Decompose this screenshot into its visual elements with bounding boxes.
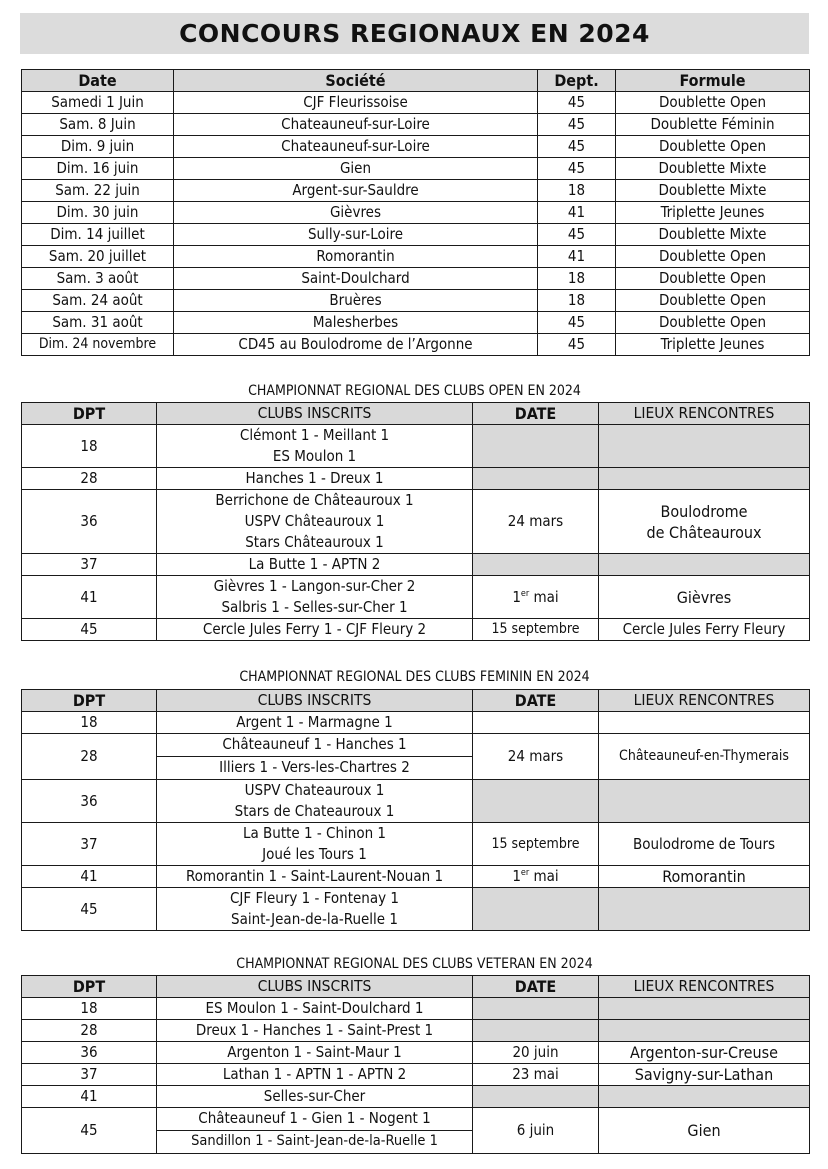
table-header-row: [22, 976, 810, 998]
col-date-header: DATE: [473, 403, 599, 425]
cell-date: Sam. 8 Juin: [22, 114, 174, 136]
cell-dpt: 36: [22, 1042, 157, 1064]
col-societe-header: Société: [174, 70, 538, 92]
club-line: Châteauneuf 1 - Gien 1 - Nogent 1: [157, 1108, 472, 1131]
cell-dpt: 45: [22, 888, 157, 931]
cell-date: 23 mai: [473, 1064, 599, 1086]
table-row: [22, 554, 810, 576]
cell-date: [473, 888, 599, 931]
col-dpt-header: DPT: [22, 690, 157, 712]
cell-dept: 18: [538, 268, 616, 290]
cell-lieu: [599, 712, 810, 734]
cell-date: Dim. 9 juin: [22, 136, 174, 158]
cell-date: 24 mars: [473, 734, 599, 780]
feminin-section-title: CHAMPIONNAT REGIONAL DES CLUBS FEMININ EN 2024: [239, 669, 590, 685]
table-row: [22, 823, 810, 866]
cell-date: 1er mai: [473, 866, 599, 888]
cell-lieu: [599, 554, 810, 576]
table-row: [22, 246, 810, 268]
club-line: Châteauneuf 1 - Hanches 1: [157, 734, 472, 757]
table-row: [22, 998, 810, 1020]
cell-formule: Doublette Open: [616, 268, 810, 290]
cell-date: Sam. 3 août: [22, 268, 174, 290]
cell-date: Dim. 16 juin: [22, 158, 174, 180]
col-dpt-header: DPT: [22, 976, 157, 998]
club-line: Salbris 1 - Selles-sur-Cher 1: [221, 598, 408, 616]
cell-dept: 45: [538, 158, 616, 180]
cell-dpt: 18: [22, 425, 157, 468]
cell-date: [473, 998, 599, 1020]
cell-lieu: [599, 888, 810, 931]
cell-dpt: 45: [22, 1108, 157, 1154]
table-row: [22, 268, 810, 290]
cell-societe: Sully-sur-Loire: [174, 224, 538, 246]
cell-lieu: Argenton-sur-Creuse: [599, 1042, 810, 1064]
cell-date: Sam. 24 août: [22, 290, 174, 312]
cell-lieu: [599, 780, 810, 823]
cell-dept: 45: [538, 136, 616, 158]
table-row: [22, 1108, 810, 1154]
cell-dept: 41: [538, 202, 616, 224]
table-row: [22, 136, 810, 158]
table-row: [22, 1086, 810, 1108]
table-row: [22, 866, 810, 888]
cell-date: [473, 712, 599, 734]
cell-date: [473, 1020, 599, 1042]
club-line: CJF Fleury 1 - Fontenay 1: [230, 889, 399, 907]
cell-date: Dim. 24 novembre: [22, 334, 174, 356]
table-row: [22, 780, 810, 823]
cell-dept: 18: [538, 290, 616, 312]
club-line: La Butte 1 - Chinon 1: [242, 824, 387, 842]
cell-clubs: [157, 1108, 473, 1154]
table-row: [22, 712, 810, 734]
col-date-header: DATE: [473, 690, 599, 712]
veteran-section-title: CHAMPIONNAT REGIONAL DES CLUBS VETERAN EN 2024: [236, 956, 593, 972]
cell-lieu: [599, 468, 810, 490]
cell-date: 15 septembre: [473, 619, 599, 641]
cell-clubs: ES Moulon 1 - Saint-Doulchard 1: [157, 998, 473, 1020]
concours-table: [21, 69, 810, 356]
cell-date: Sam. 22 juin: [22, 180, 174, 202]
cell-date: Samedi 1 Juin: [22, 92, 174, 114]
cell-date: [473, 780, 599, 823]
cell-clubs: Cercle Jules Ferry 1 - CJF Fleury 2: [157, 619, 473, 641]
club-line: Stars Châteauroux 1: [245, 533, 384, 551]
cell-date: 1er mai: [473, 576, 599, 619]
cell-lieu: Châteauneuf-en-Thymerais: [599, 734, 810, 780]
cell-clubs: Argent 1 - Marmagne 1: [157, 712, 473, 734]
cell-dept: 45: [538, 114, 616, 136]
cell-societe: Gièvres: [174, 202, 538, 224]
cell-clubs: [157, 734, 473, 780]
col-clubs-header: CLUBS INSCRITS: [157, 403, 473, 425]
table-row: [22, 619, 810, 641]
cell-lieu: [599, 1020, 810, 1042]
feminin-table: [21, 689, 810, 931]
cell-lieu: [599, 998, 810, 1020]
table-row: [22, 425, 810, 468]
cell-dpt: 28: [22, 734, 157, 780]
table-row: [22, 290, 810, 312]
cell-dpt: 41: [22, 866, 157, 888]
cell-clubs: [157, 823, 473, 866]
cell-clubs: [157, 425, 473, 468]
table-header-row: [22, 403, 810, 425]
cell-formule: Doublette Mixte: [616, 224, 810, 246]
cell-dpt: 36: [22, 780, 157, 823]
cell-dpt: 18: [22, 712, 157, 734]
cell-date: Dim. 14 juillet: [22, 224, 174, 246]
table-row: [22, 334, 810, 356]
cell-date: [473, 425, 599, 468]
club-line: Stars de Chateauroux 1: [234, 802, 395, 820]
cell-clubs: [157, 490, 473, 554]
table-row: [22, 1042, 810, 1064]
table-row: [22, 202, 810, 224]
cell-clubs: Dreux 1 - Hanches 1 - Saint-Prest 1: [157, 1020, 473, 1042]
cell-date: Sam. 31 août: [22, 312, 174, 334]
cell-dpt: 37: [22, 554, 157, 576]
cell-lieu: Boulodrome de Tours: [599, 823, 810, 866]
cell-formule: Doublette Féminin: [616, 114, 810, 136]
club-line: ES Moulon 1: [272, 447, 357, 465]
cell-dpt: 45: [22, 619, 157, 641]
cell-dpt: 28: [22, 1020, 157, 1042]
table-row: [22, 734, 810, 780]
cell-dept: 45: [538, 92, 616, 114]
club-line: Saint-Jean-de-la-Ruelle 1: [231, 910, 398, 928]
cell-date: Sam. 20 juillet: [22, 246, 174, 268]
cell-formule: Triplette Jeunes: [616, 202, 810, 224]
page-title: [20, 13, 809, 54]
club-line: Sandillon 1 - Saint-Jean-de-la-Ruelle 1: [191, 1133, 438, 1149]
cell-clubs: [157, 576, 473, 619]
table-header-row: [22, 690, 810, 712]
table-row: [22, 312, 810, 334]
cell-dpt: 37: [22, 1064, 157, 1086]
table-row: [22, 92, 810, 114]
cell-societe: CD45 au Boulodrome de l’Argonne: [174, 334, 538, 356]
cell-lieu: Romorantin: [599, 866, 810, 888]
col-date-header: DATE: [473, 976, 599, 998]
cell-dept: 45: [538, 334, 616, 356]
table-row: [22, 224, 810, 246]
cell-dpt: 28: [22, 468, 157, 490]
col-lieux-header: LIEUX RENCONTRES: [599, 976, 810, 998]
cell-dept: 45: [538, 312, 616, 334]
cell-clubs: Lathan 1 - APTN 1 - APTN 2: [157, 1064, 473, 1086]
lieu-line: de Châteauroux: [646, 522, 762, 542]
cell-date: [473, 468, 599, 490]
cell-lieu: Gien: [599, 1108, 810, 1154]
lieu-line: Boulodrome: [660, 501, 748, 521]
club-line: Berrichone de Châteauroux 1: [215, 491, 414, 509]
cell-date: [473, 1086, 599, 1108]
club-line: USPV Châteauroux 1: [244, 512, 385, 530]
table-row: [22, 1020, 810, 1042]
cell-date: Dim. 30 juin: [22, 202, 174, 224]
cell-dept: 18: [538, 180, 616, 202]
cell-date: 20 juin: [473, 1042, 599, 1064]
cell-societe: CJF Fleurissoise: [174, 92, 538, 114]
cell-clubs: [157, 780, 473, 823]
club-line: Gièvres 1 - Langon-sur-Cher 2: [213, 577, 416, 595]
cell-lieu: Savigny-sur-Lathan: [599, 1064, 810, 1086]
page-title-text: CONCOURS REGIONAUX EN 2024: [179, 19, 650, 48]
col-lieux-header: LIEUX RENCONTRES: [599, 690, 810, 712]
club-line: Joué les Tours 1: [262, 845, 367, 863]
cell-formule: Triplette Jeunes: [616, 334, 810, 356]
cell-lieu: Gièvres: [599, 576, 810, 619]
cell-clubs: Selles-sur-Cher: [157, 1086, 473, 1108]
cell-clubs: La Butte 1 - APTN 2: [157, 554, 473, 576]
cell-formule: Doublette Open: [616, 246, 810, 268]
cell-formule: Doublette Open: [616, 290, 810, 312]
table-row: [22, 468, 810, 490]
cell-dpt: 41: [22, 1086, 157, 1108]
cell-societe: Chateauneuf-sur-Loire: [174, 114, 538, 136]
col-date-header: Date: [22, 70, 174, 92]
cell-dept: 45: [538, 224, 616, 246]
cell-lieu: [599, 425, 810, 468]
table-row: [22, 114, 810, 136]
cell-societe: Argent-sur-Sauldre: [174, 180, 538, 202]
cell-lieu: Cercle Jules Ferry Fleury: [599, 619, 810, 641]
cell-dpt: 41: [22, 576, 157, 619]
table-header-row: [22, 70, 810, 92]
open-section-title: CHAMPIONNAT REGIONAL DES CLUBS OPEN EN 2024: [248, 383, 581, 399]
cell-dpt: 36: [22, 490, 157, 554]
club-line: Clémont 1 - Meillant 1: [239, 426, 390, 444]
cell-societe: Gien: [174, 158, 538, 180]
cell-formule: Doublette Mixte: [616, 180, 810, 202]
cell-formule: Doublette Open: [616, 312, 810, 334]
cell-formule: Doublette Mixte: [616, 158, 810, 180]
cell-societe: Malesherbes: [174, 312, 538, 334]
cell-dept: 41: [538, 246, 616, 268]
table-row: [22, 490, 810, 554]
cell-formule: Doublette Open: [616, 136, 810, 158]
col-lieux-header: LIEUX RENCONTRES: [599, 403, 810, 425]
col-clubs-header: CLUBS INSCRITS: [157, 690, 473, 712]
cell-dpt: 18: [22, 998, 157, 1020]
table-row: [22, 1064, 810, 1086]
club-line: Illiers 1 - Vers-les-Chartres 2: [219, 758, 410, 776]
open-table: [21, 402, 810, 641]
cell-societe: Chateauneuf-sur-Loire: [174, 136, 538, 158]
cell-date: [473, 554, 599, 576]
cell-clubs: [157, 888, 473, 931]
cell-lieu: [599, 490, 810, 554]
table-row: [22, 180, 810, 202]
table-row: [22, 576, 810, 619]
cell-clubs: Romorantin 1 - Saint-Laurent-Nouan 1: [157, 866, 473, 888]
cell-societe: Romorantin: [174, 246, 538, 268]
table-row: [22, 888, 810, 931]
col-dept-header: Dept.: [538, 70, 616, 92]
club-line: USPV Chateauroux 1: [244, 781, 385, 799]
col-clubs-header: CLUBS INSCRITS: [157, 976, 473, 998]
cell-date: 15 septembre: [473, 823, 599, 866]
table-row: [22, 158, 810, 180]
cell-date: 6 juin: [473, 1108, 599, 1154]
veteran-table: [21, 975, 810, 1154]
cell-formule: Doublette Open: [616, 92, 810, 114]
col-formule-header: Formule: [616, 70, 810, 92]
cell-clubs: Hanches 1 - Dreux 1: [157, 468, 473, 490]
cell-dpt: 37: [22, 823, 157, 866]
cell-clubs: Argenton 1 - Saint-Maur 1: [157, 1042, 473, 1064]
cell-societe: Bruères: [174, 290, 538, 312]
cell-date: 24 mars: [473, 490, 599, 554]
cell-lieu: [599, 1086, 810, 1108]
cell-societe: Saint-Doulchard: [174, 268, 538, 290]
col-dpt-header: DPT: [22, 403, 157, 425]
